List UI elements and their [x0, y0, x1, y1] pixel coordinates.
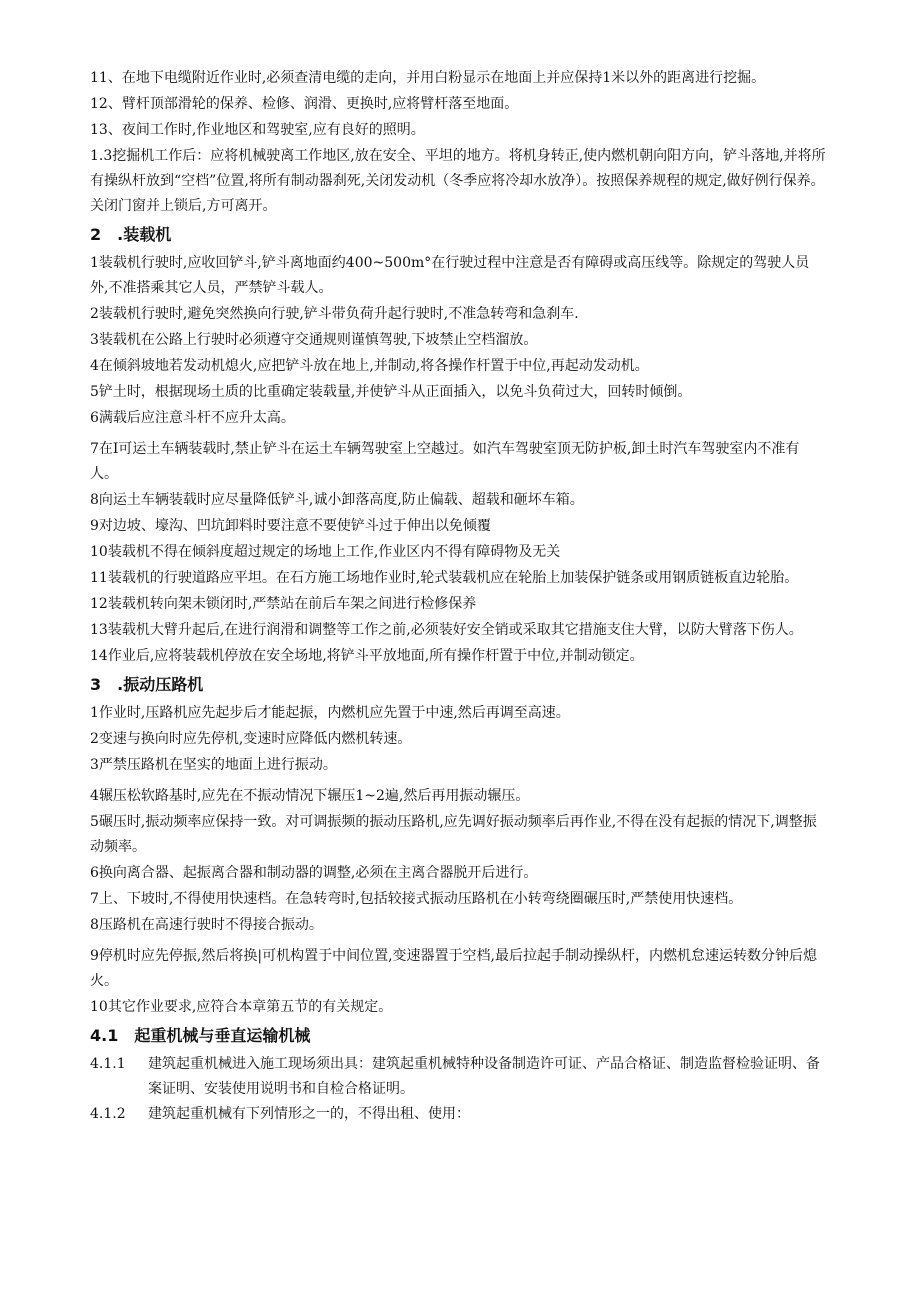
clause-text: 建筑起重机械有下列情形之一的，不得出租、使用： — [148, 1106, 470, 1122]
paragraph-intro-13: 13、夜间工作时,作业地区和驾驶室,应有良好的照明。 — [90, 122, 425, 138]
roller-item-4: 4辗压松软路基时,应先在不振动情况下辗压1~2遍,然后再用振动辗压。 — [90, 788, 530, 804]
loader-item-7: 7在I可运土车辆装载时,禁止铲斗在运土车辆驾驶室上空越过。如汽车驾驶室顶无防护板,卸土时汽车驾驶室内不准有人。 — [90, 441, 800, 482]
roller-item-1: 1作业时,压路机应先起步后才能起振，内燃机应先置于中速,然后再调至高速。 — [90, 705, 570, 721]
paragraph-intro-12: 12、臂杆顶部滑轮的保养、检修、润滑、更换时,应将臂杆落至地面。 — [90, 96, 519, 112]
loader-item-9: 9对边坡、壕沟、凹坑卸料时要注意不要使铲斗过于伸出以免倾覆 — [90, 518, 491, 534]
clause-number: 4.1.1 — [90, 1056, 126, 1072]
paragraph-intro-11: 11、在地下电缆附近作业时,必须查清电缆的走向，并用白粉显示在地面上并应保持1米以外的距离进行挖掘。 — [90, 70, 766, 86]
loader-item-4: 4在倾斜坡地若发动机熄火,应把铲斗放在地上,并制动,将各操作杆置于中位,再起动发动机。 — [90, 358, 649, 374]
paragraph-excavator-after-work: 1.3挖掘机工作后：应将机械驶离工作地区,放在安全、平坦的地方。将机身转正,使内燃机朝向阳方向，铲斗落地,并将所有操纵杆放到“空档”位置,将所有制动器刹死,关闭发动机（冬季应将冷却水放净）。按照保养规程的规定,做好例行保养。关闭门窗并上锁后,方可离开。 — [90, 148, 826, 214]
section-heading-loader: 2 .装载机 — [90, 225, 172, 244]
loader-item-14: 14作业后,应将装载机停放在安全场地,将铲斗平放地面,所有操作杆置于中位,并制动锁定。 — [90, 648, 644, 664]
clause-4-1-2 — [90, 1102, 826, 1127]
roller-item-2: 2变速与换向时应先停机,变速时应降低内燃机转速。 — [90, 731, 412, 747]
roller-item-3: 3严禁压路机在坚实的地面上进行振动。 — [90, 757, 337, 773]
loader-item-6: 6满载后应注意斗杆不应升太高。 — [90, 410, 295, 426]
loader-item-12: 12装载机转向架未锁闭时,严禁站在前后车架之间进行检修保养 — [90, 596, 477, 612]
loader-item-11: 11装载机的行驶道路应平坦。在石方施工场地作业时,轮式装载机应在轮胎上加装保护链条或用钢质链板直边轮胎。 — [90, 570, 799, 586]
section-heading-lifting-machinery: 4.1 起重机械与垂直运输机械 — [90, 1026, 311, 1045]
roller-item-5: 5碾压时,振动频率应保持一致。对可调振频的振动压路机,应先调好振动频率后再作业,不得在没有起振的情况下,调整振动频率。 — [90, 814, 817, 855]
roller-item-10: 10其它作业要求,应符合本章第五节的有关规定。 — [90, 999, 393, 1015]
loader-item-2: 2装载机行驶时,避免突然换向行驶,铲斗带负荷升起行驶时,不准急转弯和急刹车. — [90, 306, 579, 322]
loader-item-8: 8向运土车辆装载时应尽量降低铲斗,诚小卸落高度,防止偏载、超载和砸坏车箱。 — [90, 492, 584, 508]
loader-item-1: 1装载机行驶时,应收回铲斗,铲斗离地面约400~500m°在行驶过程中注意是否有障碍或高压线等。除规定的驾驶人员外,不准搭乘其它人员，严禁铲斗载人。 — [90, 255, 810, 296]
loader-item-10: 10装载机不得在倾斜度超过规定的场地上工作,作业区内不得有障碍物及无关 — [90, 544, 561, 560]
clause-text: 建筑起重机械进入施工现场须出具：建筑起重机械特种设备制造许可证、产品合格证、制造监督检验证明、备案证明、安装使用说明书和自检合格证明。 — [148, 1056, 820, 1097]
roller-item-6: 6换向离合器、起振离合器和制动器的调整,必须在主离合器脱开后进行。 — [90, 865, 538, 881]
loader-item-13: 13装载机大臂升起后,在进行润滑和调整等工作之前,必须装好安全销或采取其它措施支住大臂，以防大臂落下伤人。 — [90, 622, 803, 638]
loader-item-5: 5铲土时，根据现场土质的比重确定装载量,并使铲斗从正面插入，以免斗负荷过大，回转时倾倒。 — [90, 384, 692, 400]
clause-4-1-1 — [90, 1052, 826, 1102]
section-heading-vibratory-roller: 3 .振动压路机 — [90, 675, 204, 694]
document-page — [90, 66, 826, 1127]
clause-number: 4.1.2 — [90, 1106, 126, 1122]
loader-item-3: 3装载机在公路上行驶时必须遵守交通规则谨慎驾驶,下坡禁止空档溜放。 — [90, 332, 538, 348]
roller-item-8: 8压路机在高速行驶时不得接合振动。 — [90, 917, 323, 933]
roller-item-7: 7上、下坡时,不得使用快速档。在急转弯时,包括较接式振动压路机在小转弯绕圈碾压时,严禁使用快速档。 — [90, 891, 743, 907]
roller-item-9: 9停机时应先停振,然后将换|可机构置于中间位置,变速器置于空档,最后拉起手制动操纵杆，内燃机怠速运转数分钟后熄火。 — [90, 948, 817, 989]
